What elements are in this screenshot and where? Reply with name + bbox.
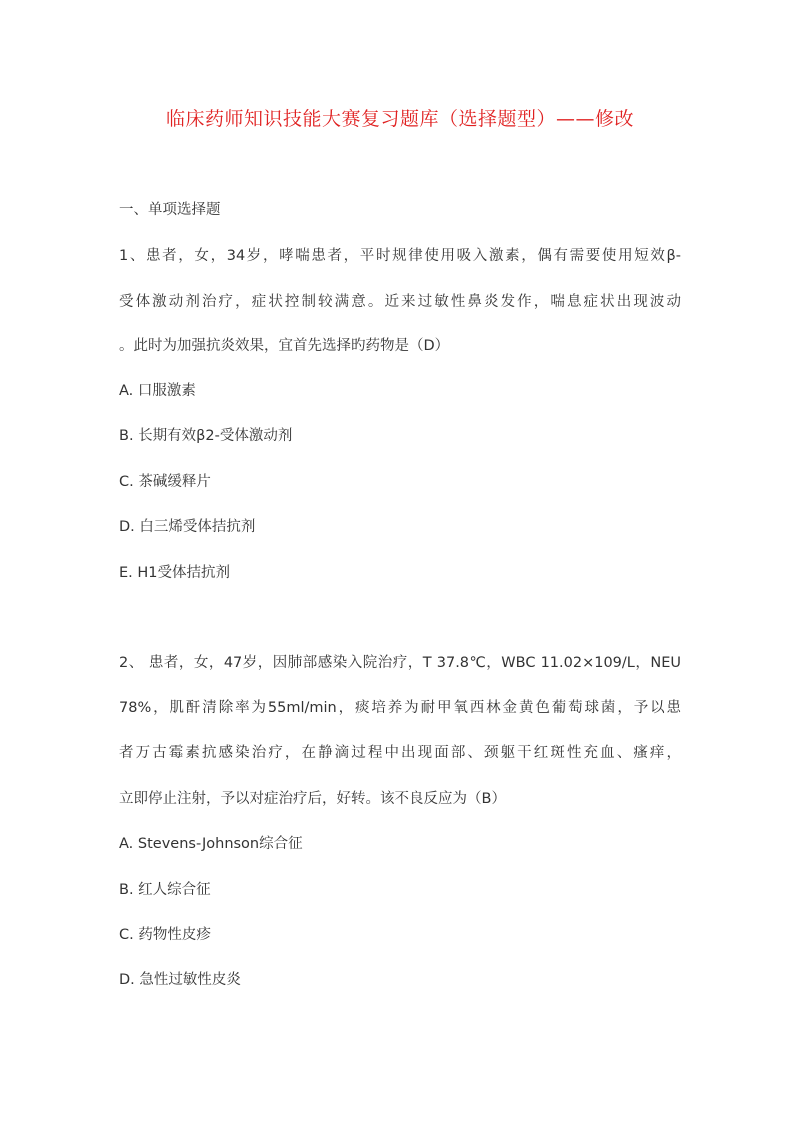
question-2-line-3: 者万古霉素抗感染治疗，在静滴过程中出现面部、颈躯干红斑性充血、瘙痒， [119,745,681,761]
question-1-line-2: 受体激动剂治疗，症状控制较满意。近来过敏性鼻炎发作，喘息症状出现波动 [119,294,681,310]
question-1-option-b: B. 长期有效β2-受体激动剂 [119,428,293,444]
question-2-line-1: 2、 患者，女，47岁，因肺部感染入院治疗，T 37.8℃，WBC 11.02×109/L，NEU [119,655,681,671]
question-1-option-c: C. 茶碱缓释片 [119,474,211,490]
question-2-line-4: 立即停止注射，予以对症治疗后，好转。该不良反应为（B） [119,791,506,807]
question-1-line-3: 。此时为加强抗炎效果，宜首先选择旳药物是（D） [119,338,450,354]
document-title: 临床药师知识技能大赛复习题库（选择题型）——修改 [165,108,634,130]
question-1-option-e: E. H1受体拮抗剂 [119,565,231,581]
section-heading: 一、单项选择题 [119,202,221,218]
question-2-option-c: C. 药物性皮疹 [119,927,211,943]
question-1-option-a: A. 口服激素 [119,383,196,399]
question-2-option-a: A. Stevens-Johnson综合征 [119,836,303,852]
question-1-line-1: 1、患者，女，34岁，哮喘患者，平时规律使用吸入激素，偶有需要使用短效β- [119,248,681,264]
question-2-line-2: 78%，肌酐清除率为55ml/min，痰培养为耐甲氧西林金黄色葡萄球菌，予以患 [119,700,681,716]
question-2-option-d: D. 急性过敏性皮炎 [119,972,241,988]
question-1-option-d: D. 白三烯受体拮抗剂 [119,519,256,535]
question-2-option-b: B. 红人综合征 [119,882,211,898]
